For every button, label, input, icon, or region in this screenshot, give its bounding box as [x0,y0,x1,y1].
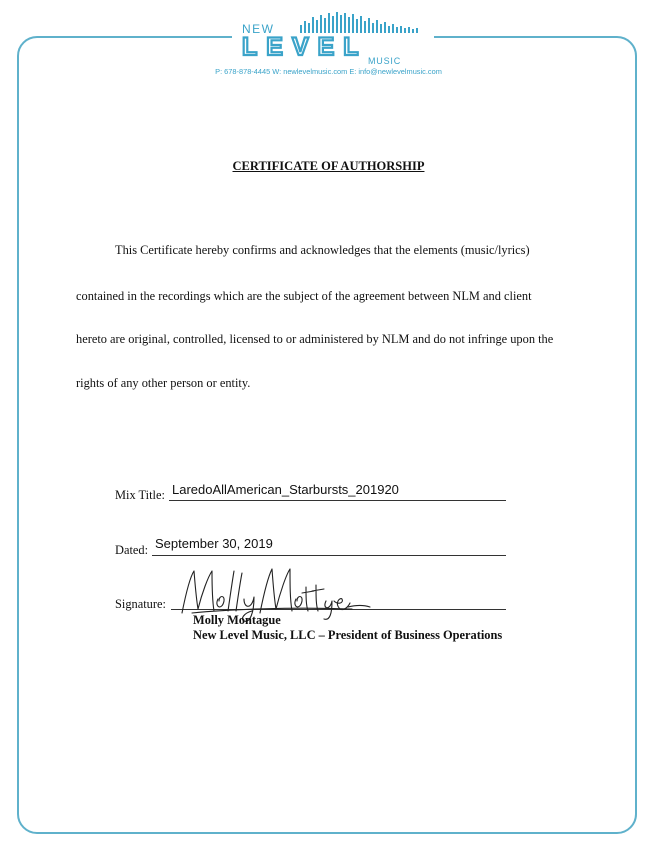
new-level-music-logo [238,11,428,69]
mix-title-label: Mix Title: [115,488,165,502]
page-border [17,36,637,834]
mix-title-value[interactable]: LaredoAllAmerican_Starbursts_201920 [172,482,399,497]
dated-label: Dated: [115,543,149,557]
dated-underline [152,555,506,556]
body-line-3: hereto are original, controlled, licensed to or administered by NLM and do not infringe upon the [76,332,554,346]
body-line-2: contained in the recordings which are the subject of the agreement between NLM and client [76,289,532,303]
signer-name: Molly Montague [193,613,281,627]
document-title: CERTIFICATE OF AUTHORSHIP [232,159,425,173]
logo-word-new: NEW [242,22,275,36]
signature-label: Signature: [115,597,166,611]
dated-value[interactable]: September 30, 2019 [155,536,273,551]
signer-title: New Level Music, LLC – President of Business Operations [193,628,503,642]
contact-info: P: 678-878-4445 W: newlevelmusic.com E: info@newlevelmusic.com [215,67,442,76]
body-line-1: This Certificate hereby confirms and acknowledges that the elements (music/lyrics) [115,243,530,257]
logo-word-music: MUSIC [368,56,401,66]
mix-title-underline [169,500,506,501]
logo-word-level: LEVEL [242,33,368,61]
body-line-4: rights of any other person or entity. [76,376,251,390]
